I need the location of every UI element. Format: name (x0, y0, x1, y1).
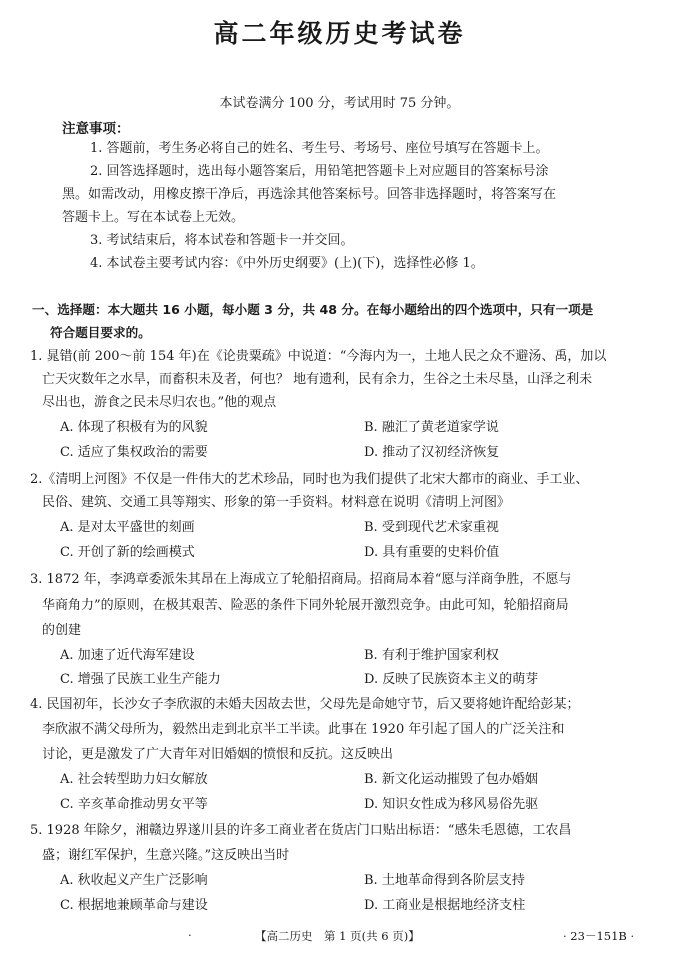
note-line: 3. 考试结束后，将本试卷和答题卡一并交回。 (90, 233, 354, 248)
note-line: 黑。如需改动，用橡皮擦干净后，再选涂其他答案标号。回答非选择题时，将答案写在 (62, 187, 557, 202)
question-1-option-a: A. 体现了积极有为的风貌 (60, 420, 208, 435)
note-line: 答题卡上。写在本试卷上无效。 (62, 210, 245, 225)
note-line: 2. 回答选择题时，选出每小题答案后，用铅笔把答题卡上对应题目的答案标号涂 (90, 164, 549, 179)
section-heading-cont: 符合题目要求的。 (50, 325, 151, 340)
note-line: 1. 答题前，考生务必将自己的姓名、考生号、考场号、座位号填写在答题卡上。 (90, 141, 549, 156)
question-1-option-d: D. 推动了汉初经济恢复 (364, 445, 500, 460)
footer-page-info: 【高二历史 第 1 页(共 6 页)】 (255, 929, 420, 943)
question-3-line: 3. 1872 年，李鸿章委派朱其昂在上海成立了轮船招商局。招商局本着“愿与洋商争胜，不愿与 (30, 572, 572, 587)
question-2-option-d: D. 具有重要的史料价值 (364, 545, 500, 560)
question-3-option-c: C. 增强了民族工业生产能力 (60, 672, 221, 687)
note-line: 4. 本试卷主要考试内容：《中外历史纲要》(上)(下)，选择性必修 1。 (90, 256, 484, 271)
footer-dot: · (188, 928, 192, 942)
question-3-line: 华商角力”的原则，在极其艰苦、险恶的条件下同外轮展开激烈竞争。由此可知，轮船招商局 (42, 598, 569, 613)
page-footer (0, 928, 679, 948)
question-2-option-a: A. 是对太平盛世的刻画 (60, 520, 195, 535)
question-4-line: 李欣淑不满父母所为，毅然出走到北京半工半读。此事在 1920 年引起了国人的广泛关注和 (42, 722, 565, 737)
question-2-line: 民俗、建筑、交通工具等翔实、形象的第一手资料。材料意在说明《清明上河图》 (42, 495, 511, 510)
question-4-option-a: A. 社会转型助力妇女解放 (60, 772, 208, 787)
question-1-option-b: B. 融汇了黄老道家学说 (364, 420, 499, 435)
question-4-option-d: D. 知识女性成为移风易俗先驱 (364, 797, 539, 812)
question-5-option-d: D. 工商业是根据地经济支柱 (364, 898, 526, 913)
notes-heading: 注意事项： (62, 121, 130, 137)
exam-title: 高二年级历史考试卷 (213, 19, 466, 48)
question-1-line: 尽出也，游食之民未尽归农也。”他的观点 (42, 395, 277, 410)
question-4-line: 讨论，更是激发了广大青年对旧婚姻的愤恨和反抗。这反映出 (42, 747, 394, 762)
question-3-line: 的创建 (42, 623, 82, 638)
question-5-line: 盛；谢红军保护，生意兴隆。”这反映出当时 (42, 848, 290, 863)
question-3-option-b: B. 有利于维护国家利权 (364, 648, 499, 663)
question-3-option-a: A. 加速了近代海军建设 (60, 648, 195, 663)
question-2-option-c: C. 开创了新的绘画模式 (60, 545, 195, 560)
question-1-line: 亡天灾数年之水旱，而畜积未及者，何也？ 地有遗利，民有余力，生谷之土未尽垦，山泽之利未 (42, 372, 593, 387)
question-4-option-b: B. 新文化运动摧毁了包办婚姻 (364, 772, 538, 787)
question-5-option-c: C. 根据地兼顾革命与建设 (60, 898, 208, 913)
question-4-line: 4. 民国初年，长沙女子李欣淑的未婚夫因故去世，父母先是命她守节，后又要将她许配给彭某； (30, 697, 580, 712)
section-heading: 一、选择题：本大题共 16 小题，每小题 3 分，共 48 分。在每小题给出的四个选项中，只有一项是 (32, 302, 594, 317)
footer-code: · 23－151B · (563, 929, 635, 943)
question-5-line: 5. 1928 年除夕，湘赣边界遂川县的许多工商业者在货店门口贴出标语：“感朱毛恩德，工农昌 (30, 823, 572, 838)
question-5-option-a: A. 秋收起义产生广泛影响 (60, 873, 208, 888)
exam-intro: 本试卷满分 100 分，考试用时 75 分钟。 (219, 96, 460, 111)
question-5-option-b: B. 土地革命得到各阶层支持 (364, 873, 525, 888)
question-1-line: 1. 晁错(前 200～前 154 年)在《论贵粟疏》中说道：“今海内为一，土地人民之众不避汤、禹，加以 (30, 349, 607, 364)
question-2-line: 2.《清明上河图》不仅是一件伟大的艺术珍品，同时也为我们提供了北宋大都市的商业、手工业、 (30, 472, 589, 487)
question-2-option-b: B. 受到现代艺术家重视 (364, 520, 499, 535)
question-1-option-c: C. 适应了集权政治的需要 (60, 445, 208, 460)
question-3-option-d: D. 反映了民族资本主义的萌芽 (364, 672, 539, 687)
question-4-option-c: C. 辛亥革命推动男女平等 (60, 797, 208, 812)
